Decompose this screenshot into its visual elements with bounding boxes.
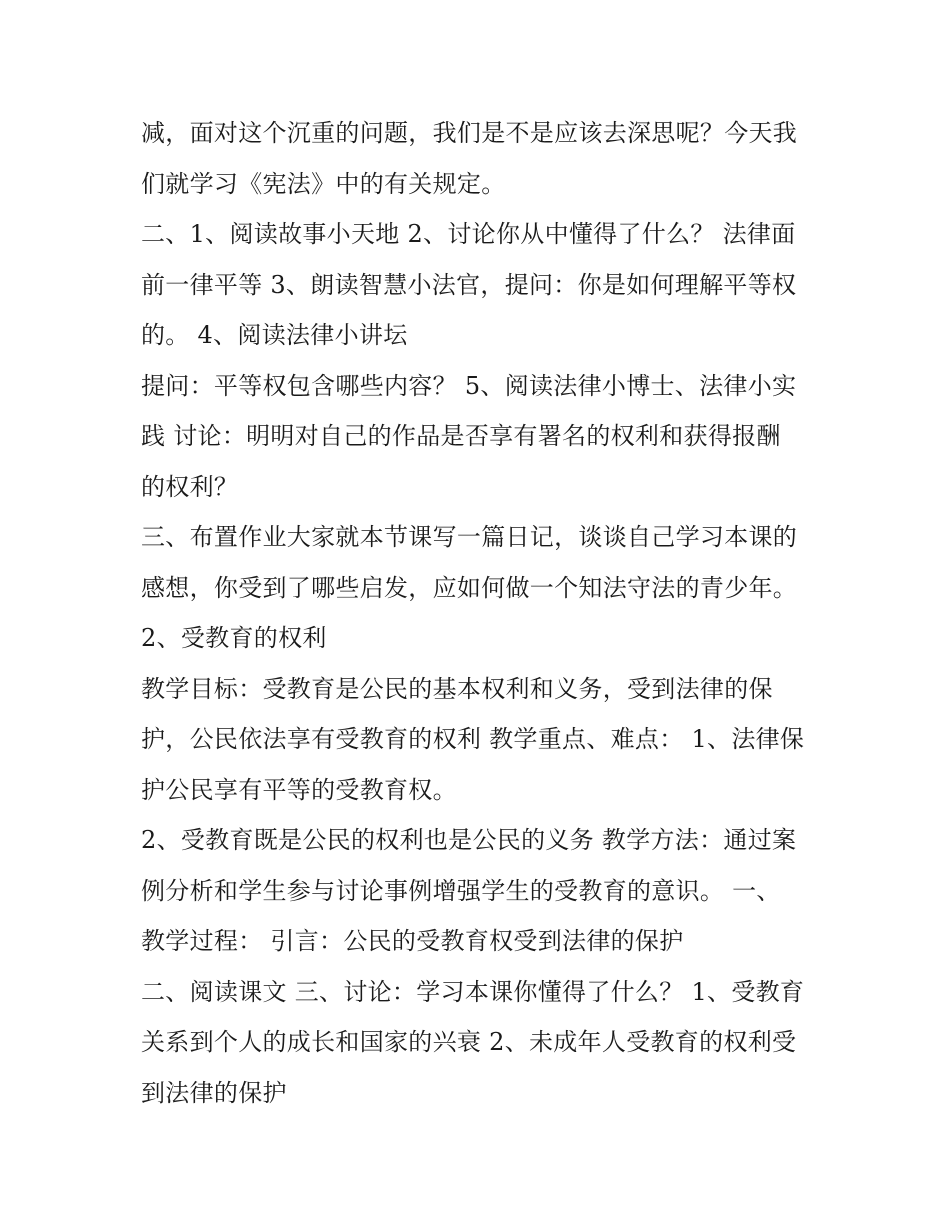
text-line: 2、受教育既是公民的权利也是公民的义务 教学方法：通过案: [141, 826, 797, 854]
text-line: 到法律的保护: [141, 1078, 287, 1107]
text-line: 教学目标：受教育是公民的基本权利和义务，受到法律的保: [141, 674, 773, 703]
text-line: 教学过程： 引言：公民的受教育权受到法律的保护: [141, 927, 684, 955]
text-line: 提问：平等权包含哪些内容？ 5、阅读法律小博士、法律小实: [141, 371, 797, 400]
document-body: [141, 108, 821, 1118]
text-line: 的。 4、阅读法律小讲坛: [141, 321, 408, 349]
text-line: 前一律平等 3、朗读智慧小法官，提问：你是如何理解平等权: [141, 270, 797, 299]
text-line: 减，面对这个沉重的问题，我们是不是应该去深思呢？今天我: [141, 119, 798, 147]
text-line: 们就学习《宪法》中的有关规定。: [141, 169, 506, 198]
text-line: 感想，你受到了哪些启发，应如何做一个知法守法的青少年。: [141, 573, 798, 602]
text-line: 践 讨论：明明对自己的作品是否享有署名的权利和获得报酬: [141, 422, 781, 450]
text-line: 护公民享有平等的受教育权。: [141, 775, 457, 804]
text-line: 的权利？: [141, 472, 239, 501]
text-line: 二、阅读课文 三、讨论：学习本课你懂得了什么？ 1、受教育: [141, 977, 805, 1006]
text-line: 三、布置作业大家就本节课写一篇日记，谈谈自己学习本课的: [141, 523, 798, 551]
section-heading: 2、受教育的权利: [141, 624, 327, 652]
text-line: 关系到个人的成长和国家的兴衰 2、未成年人受教育的权利受: [141, 1028, 797, 1056]
text-line: 护，公民依法享有受教育的权利 教学重点、难点： 1、法律保: [141, 725, 805, 753]
text-line: 例分析和学生参与讨论事例增强学生的受教育的意识。 一、: [141, 876, 781, 905]
text-line: 二、1、阅读故事小天地 2、讨论你从中懂得了什么？ 法律面: [141, 220, 796, 248]
